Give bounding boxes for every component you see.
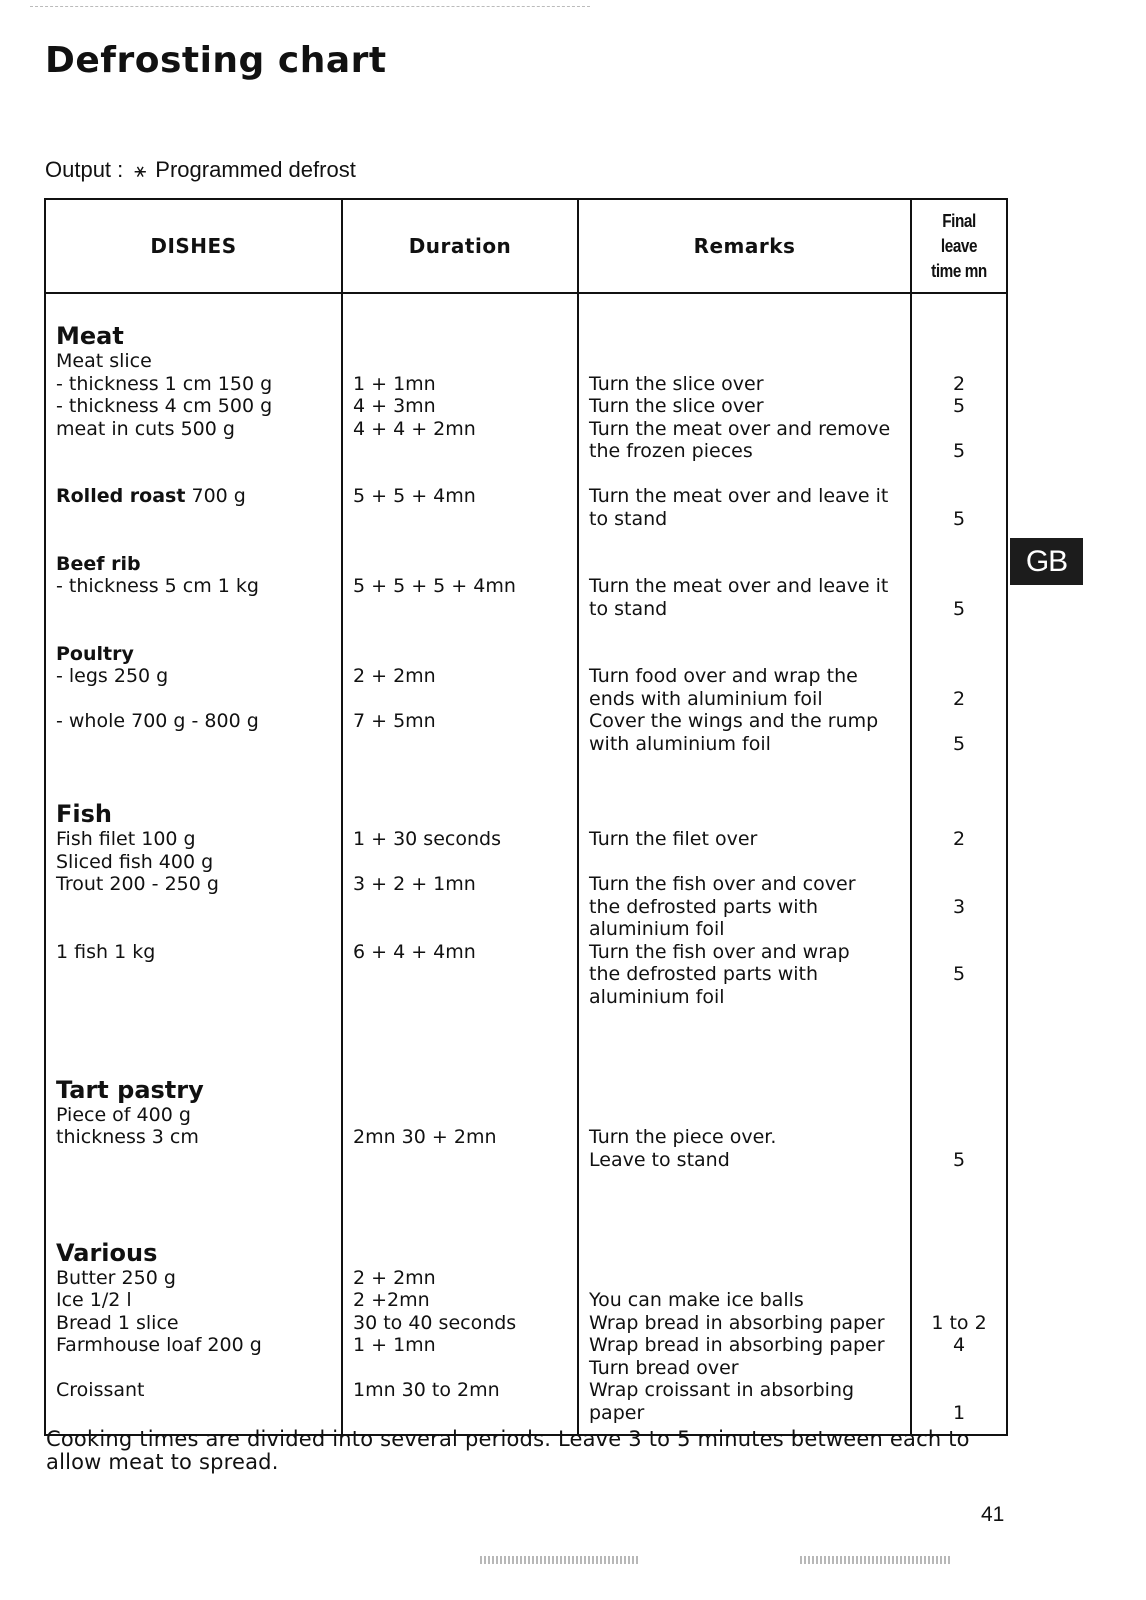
final-poultry-whole: 5 [952,732,966,755]
final-beef-rib: 5 [952,597,966,620]
dishes-column [45,293,342,1435]
section-heading-tart: Tart pastry [56,1075,204,1104]
page-title: Defrosting chart [45,40,387,81]
remark-poultry-legs-2: ends with aluminium foil [589,687,823,710]
final-slice-1cm: 2 [952,372,966,395]
final-time-column [911,293,1007,1435]
scan-artifact [480,1556,640,1564]
duration-croissant: 1mn 30 to 2mn [353,1379,500,1401]
remark-beef-rib-1: Turn the meat over and leave it [589,575,889,597]
dish-croissant: Croissant [56,1379,145,1401]
final-meat-cuts: 5 [952,440,966,462]
table-header-row [45,199,1007,293]
dish-beef-rib-heading: Beef rib [56,552,141,575]
final-bread: 1 to 2 [931,1311,987,1334]
remark-trout-2: the defrosted parts with [589,895,819,918]
dish-rolled-roast: Rolled roast 700 g [56,485,246,507]
language-tab: GB [1010,538,1083,585]
top-rule [30,6,590,7]
dish-poultry-whole: - whole 700 g - 800 g [56,710,259,732]
dish-beef-rib: - thickness 5 cm 1 kg [56,575,259,597]
duration-fish-filet: 1 + 30 seconds [353,828,501,850]
dish-bread: Bread 1 slice [56,1311,179,1334]
remark-slice-4cm: Turn the slice over [589,395,764,417]
dish-slice-1cm: - thickness 1 cm 150 g [56,372,273,395]
page-number: 41 [981,1503,1005,1526]
remark-farmhouse-loaf-1: Wrap bread in absorbing paper [589,1334,885,1356]
remark-croissant-1: Wrap croissant in absorbing [589,1379,855,1401]
header-dishes: DISHES [45,199,342,293]
duration-whole-fish: 6 + 4 + 4mn [353,940,476,963]
remark-poultry-legs-1: Turn food over and wrap the [589,665,858,687]
remark-farmhouse-loaf-2: Turn bread over [589,1356,739,1379]
dish-tart-piece: Piece of 400 g [56,1103,191,1126]
duration-meat-cuts: 4 + 4 + 2mn [353,417,476,440]
footnote: Cooking times are divided into several periods. Leave 3 to 5 minutes between each to allow meat to spread. [46,1427,970,1474]
table-body-row [45,293,1007,1435]
remarks-column [578,293,911,1435]
final-slice-4cm: 5 [952,395,966,417]
dish-fish-filet: Fish filet 100 g [56,828,196,850]
dish-ice: Ice 1/2 l [56,1289,132,1311]
duration-beef-rib: 5 + 5 + 5 + 4mn [353,575,516,597]
dish-meat-slice: Meat slice [56,350,152,372]
duration-butter: 2 + 2mn [353,1266,436,1289]
defrosting-table [44,198,1008,1436]
dish-sliced-fish: Sliced fish 400 g [56,850,214,873]
final-poultry-legs: 2 [952,687,966,710]
remark-meat-cuts-2: the frozen pieces [589,440,753,462]
duration-trout: 3 + 2 + 1mn [353,873,476,895]
duration-rolled-roast: 5 + 5 + 4mn [353,485,476,507]
output-label: Output : [45,157,124,182]
dish-tart-thickness: thickness 3 cm [56,1126,199,1148]
dish-trout: Trout 200 - 250 g [56,873,219,895]
duration-poultry-whole: 7 + 5mn [353,710,436,732]
header-remarks: Remarks [578,199,911,293]
final-rolled-roast: 5 [952,507,966,530]
dish-poultry-heading: Poultry [56,642,134,665]
header-final-leave-time [918,199,1000,293]
header-duration: Duration [342,199,578,293]
remark-poultry-whole-2: with aluminium foil [589,732,771,755]
duration-slice-1cm: 1 + 1mn [353,372,436,395]
duration-tart: 2mn 30 + 2mn [353,1126,497,1148]
duration-ice: 2 +2mn [353,1289,430,1311]
section-heading-fish: Fish [56,800,112,828]
final-tart: 5 [952,1148,966,1171]
remark-trout-1: Turn the fish over and cover [589,873,856,895]
final-croissant: 1 [952,1401,966,1424]
remark-tart-1: Turn the piece over. [589,1126,777,1148]
defrost-icon: ⚹ [134,160,147,182]
remark-whole-fish-3: aluminium foil [589,985,725,1008]
duration-bread: 30 to 40 seconds [353,1311,517,1334]
final-whole-fish: 5 [952,963,966,985]
output-line [45,157,356,183]
remark-trout-3: aluminium foil [589,918,725,940]
remark-meat-cuts-1: Turn the meat over and remove [589,417,891,440]
duration-poultry-legs: 2 + 2mn [353,665,436,687]
remark-beef-rib-2: to stand [589,597,668,620]
remark-bread: Wrap bread in absorbing paper [589,1311,885,1334]
final-trout: 3 [952,895,966,918]
header-final-line: time mn [931,260,987,281]
remark-whole-fish-1: Turn the fish over and wrap [589,940,850,963]
dish-farmhouse-loaf: Farmhouse loaf 200 g [56,1334,262,1356]
dish-poultry-legs: - legs 250 g [56,665,169,687]
section-heading-meat: Meat [56,322,124,350]
header-final-line: Final [942,210,976,231]
remark-slice-1cm: Turn the slice over [589,372,764,395]
header-final-line: leave [940,235,978,256]
remark-whole-fish-2: the defrosted parts with [589,963,819,985]
remark-fish-filet: Turn the filet over [589,828,758,850]
remark-croissant-2: paper [589,1401,645,1424]
dish-slice-4cm: - thickness 4 cm 500 g [56,395,273,417]
remark-rolled-roast-1: Turn the meat over and leave it [589,485,889,507]
output-mode: Programmed defrost [155,157,356,182]
remark-ice: You can make ice balls [589,1289,804,1311]
dish-butter: Butter 250 g [56,1266,176,1289]
remark-tart-2: Leave to stand [589,1148,730,1171]
dish-meat-cuts: meat in cuts 500 g [56,417,235,440]
scan-artifact [800,1556,950,1564]
dish-whole-fish: 1 fish 1 kg [56,940,156,963]
section-heading-various: Various [56,1238,158,1267]
remark-poultry-whole-1: Cover the wings and the rump [589,710,879,732]
duration-column [342,293,578,1435]
remark-rolled-roast-2: to stand [589,507,668,530]
final-fish-filet: 2 [952,828,966,850]
final-farmhouse-loaf: 4 [952,1334,966,1356]
duration-slice-4cm: 4 + 3mn [353,395,436,417]
duration-farmhouse-loaf: 1 + 1mn [353,1334,436,1356]
